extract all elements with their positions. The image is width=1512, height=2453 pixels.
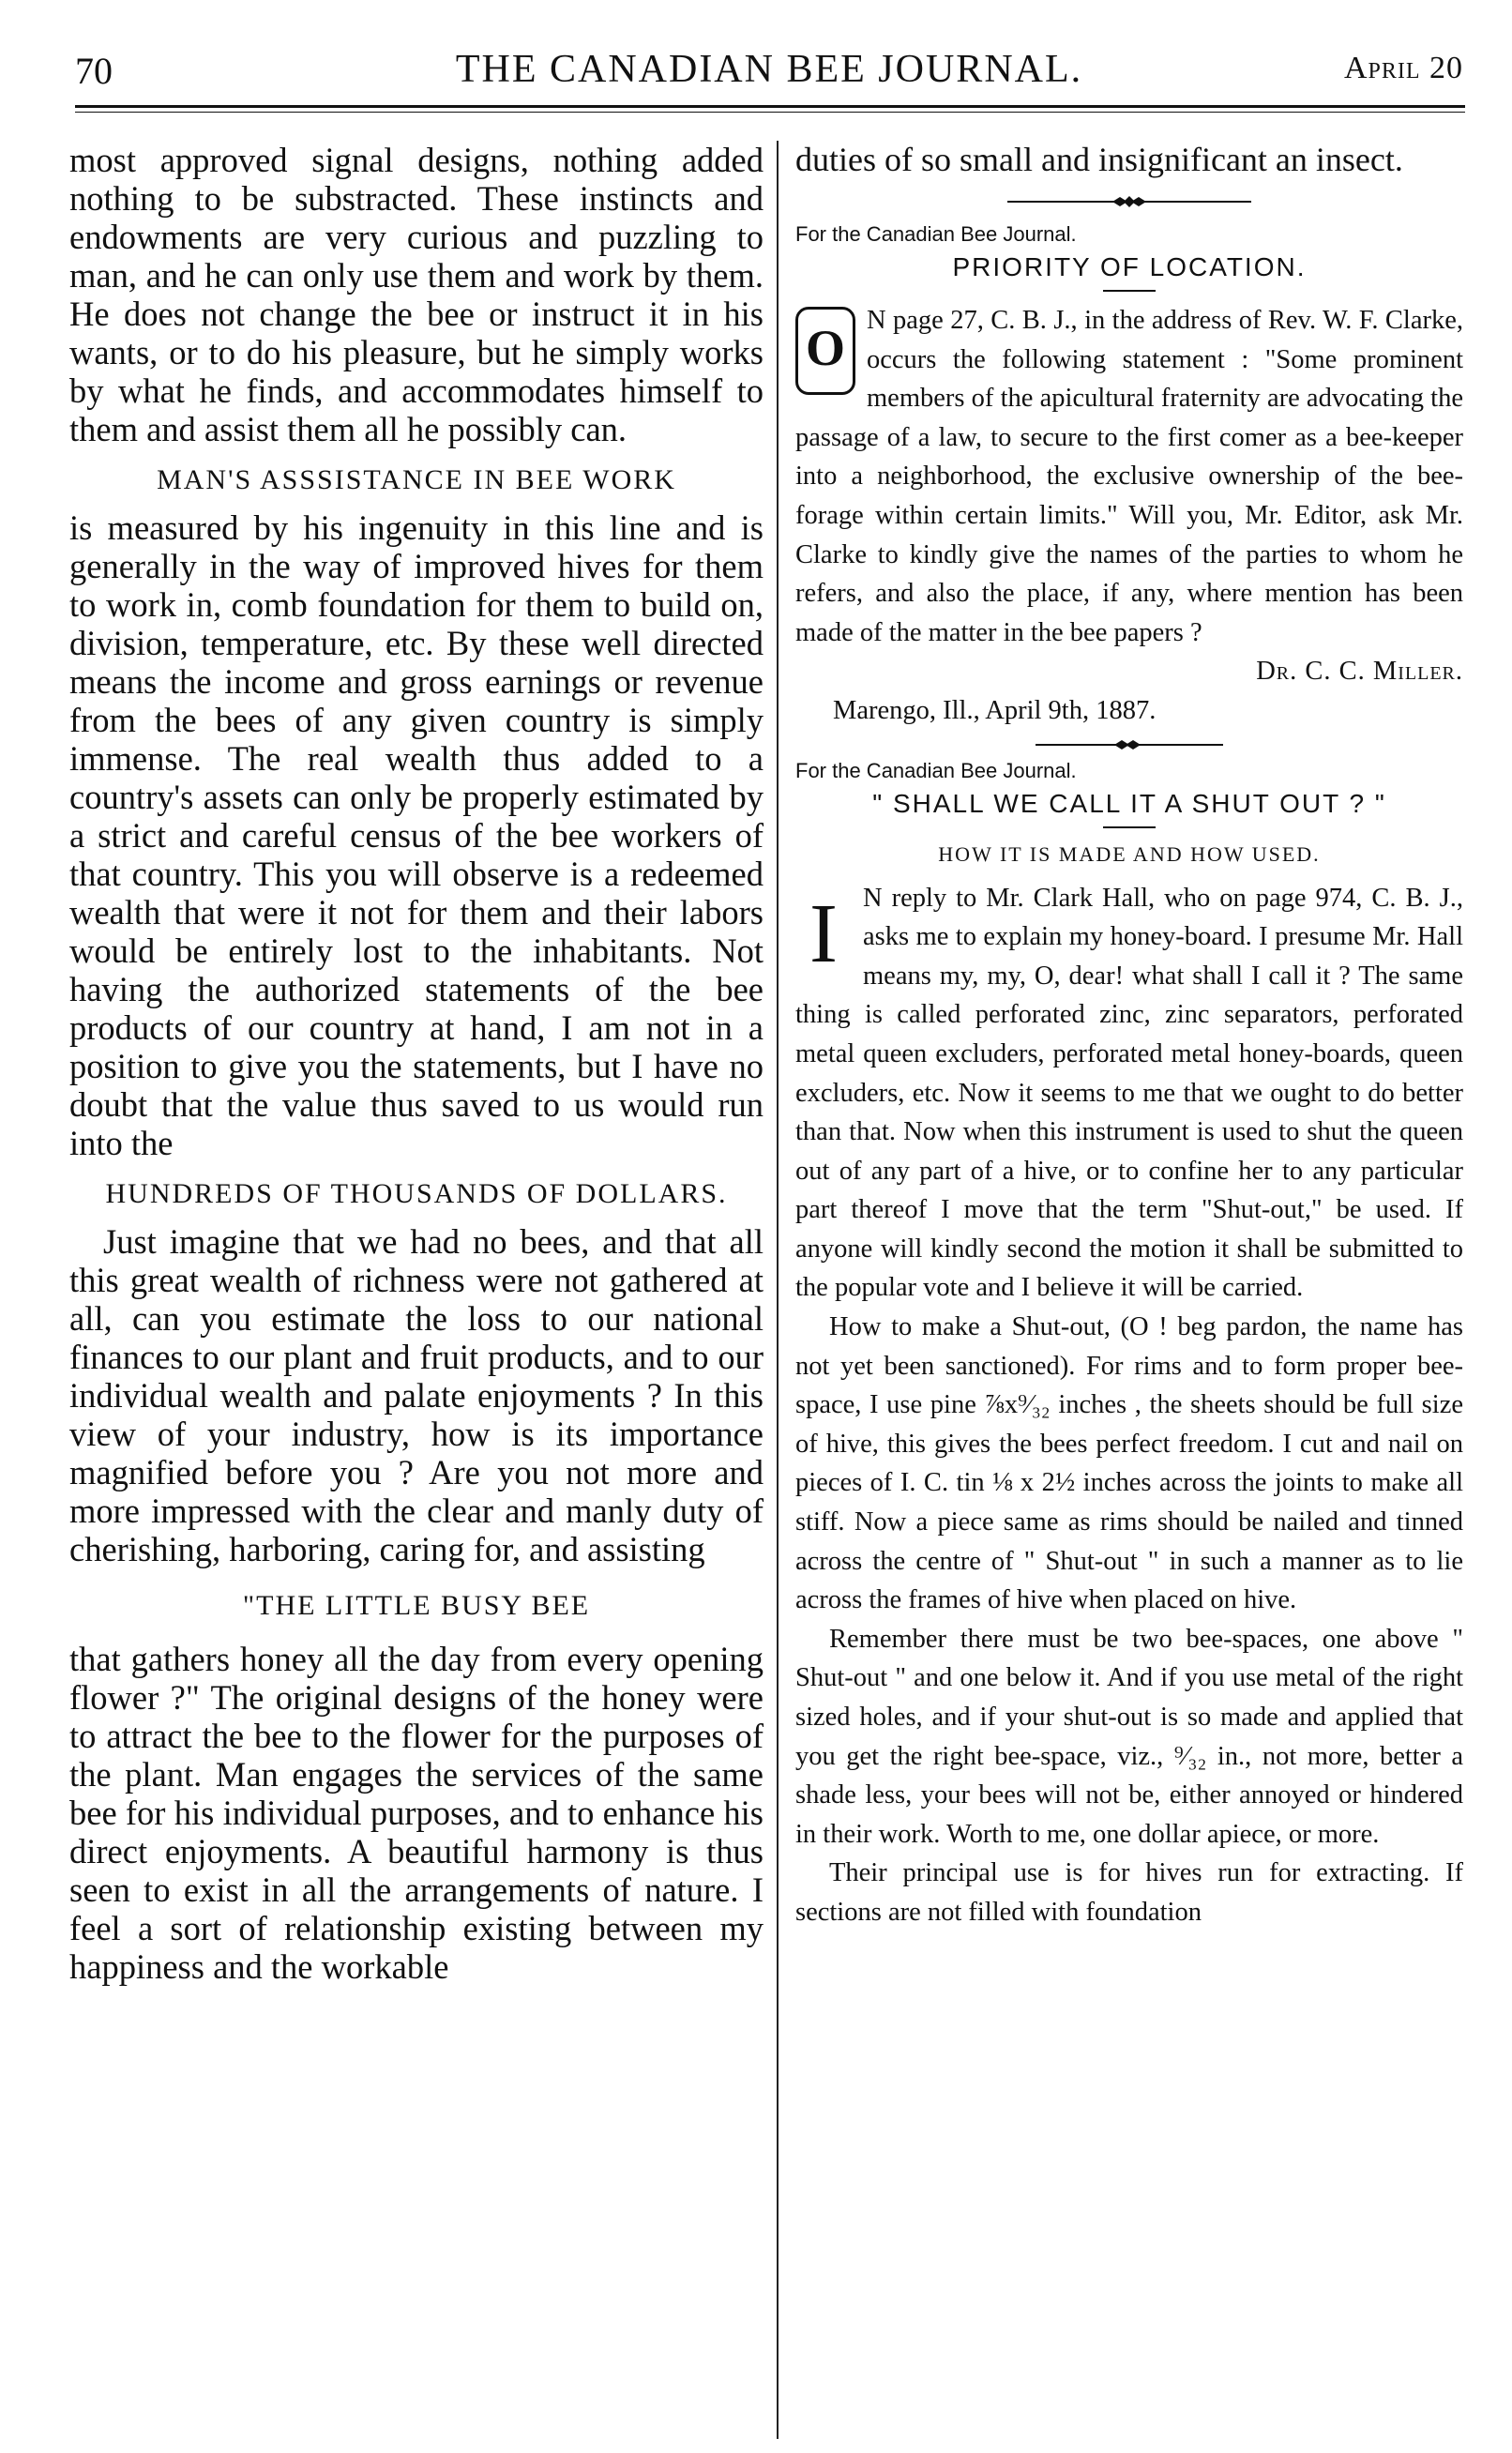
paragraph: that gathers honey all the day from every opening flower ?" The original designs of the honey were to attract the bee to the flower for the purposes of the plant. Man engages the services of the same bee for his individual purposes, and to enhance his direct enjoyments. A beautiful harmony is thus seen to exist in all the arrangements of nature. I feel a sort of relationship existing between my happiness and the workable xyxy=(69,1640,764,1986)
paragraph: is measured by his ingenuity in this line and is generally in the way of improved hives for them to work in, comb foundation for them to build on, division, temperature, etc. By these well directed means the income and gross earnings or revenue from the bees of any given country is simply immense. The real wealth thus added to a country's assets can only be properly estimated by a strict and careful census of the bee workers of that country. This you will observe is a redeemed wealth that were it not for them and their labors would be entirely lost to the inhabitants. Not having the authorized statements of the bee products of our country at hand, I am not in a position to give you the statements, but I have no doubt that the value thus saved to us would run into the xyxy=(69,508,764,1162)
drop-cap: I xyxy=(809,886,838,980)
article-body xyxy=(795,879,1463,1309)
article-subtitle: HOW IT IS MADE AND HOW USED. xyxy=(938,841,1321,866)
paragraph: duties of so small and insignificant an insect. xyxy=(795,141,1403,178)
left-column xyxy=(69,141,764,1986)
dateline: Marengo, Ill., April 9th, 1887. xyxy=(833,695,1157,725)
column-divider xyxy=(777,141,779,2439)
paragraph: most approved signal designs, nothing added nothing to be substracted. These instincts and endowments are very curious and puzzling to man, and he can only use them and work by them. He does not change the bee or instruct it in his wants, or to do his pleasure, but he simply works by what he finds, and accommodates himself to them and assist them all he possibly can. xyxy=(69,141,764,448)
title-rule xyxy=(1103,826,1156,828)
header-rule xyxy=(75,105,1465,108)
paragraph: N reply to Mr. Clark Hall, who on page 974, C. B. J., asks me to explain my honey-board. I presume Mr. Hall means my, my, O, dear! what shall I call it ? The same thing is called perforated zinc, zinc separators, perforated metal queen excluders, perforated metal honey-boards, queen excluders, etc. Now it seems to me that we ought to do better than that. Now when this instrument is used to shut the queen out of any part of a hive, or to confine her to any particular part thereof I move that the term "Shut-out," be used. If anyone will kindly second the motion it shall be submitted to the popular vote and I believe it will be carried. xyxy=(795,883,1463,1303)
paragraph: Their principal use is for hives run for extracting. If sections are not filled with foundation xyxy=(795,1858,1463,1927)
page-header xyxy=(75,45,1463,101)
paragraph: Just imagine that we had no bees, and that all this great wealth of richness were not gathered at all, can you estimate the loss to our national finances to our plant and fruit products, and to our individual wealth and palate enjoyments ? In this view of your industry, how is its importance magnified before you ? Are you not more and more impressed with the clear and manly duty of cherishing, harboring, caring for, and assisting xyxy=(69,1222,764,1568)
article-body xyxy=(795,301,1463,652)
drop-cap: O xyxy=(795,307,855,395)
section-heading: "THE LITTLE BUSY BEE xyxy=(242,1590,591,1621)
section-heading: HUNDREDS OF THOUSANDS OF DOLLARS. xyxy=(105,1178,728,1209)
article-source: For the Canadian Bee Journal. xyxy=(795,758,1077,782)
ornament-divider xyxy=(1036,738,1223,751)
paragraph: N page 27, C. B. J., in the address of Rev. W. F. Clarke, occurs the following statement : "Some prominent members of the apicultural fraternity are advocating the passage of a law, to secure to the first comer as a bee-keeper into a neighborhood, the exclusive ownership of the bee-forage within certain limits." Will you, Mr. Editor, ask Mr. Clarke to kindly give the names of the parties to whom he refers, and also the place, if any, where mention has been made of the matter in the bee papers ? xyxy=(795,306,1463,647)
article-source: For the Canadian Bee Journal. xyxy=(795,222,1077,246)
right-column xyxy=(795,141,1463,1932)
title-rule xyxy=(1103,290,1156,292)
signature: Dr. C. C. Miller. xyxy=(1256,657,1463,687)
section-heading: MAN'S ASSSISTANCE IN BEE WORK xyxy=(157,464,676,495)
article-title: " SHALL WE CALL IT A SHUT OUT ? " xyxy=(872,788,1386,818)
issue-date: April 20 xyxy=(1343,51,1463,85)
article-title: PRIORITY OF LOCATION. xyxy=(952,252,1307,281)
page-number: 70 xyxy=(75,50,113,92)
paragraph: Remember there must be two bee-spaces, one above " Shut-out " and one below it. And if you use metal of the right sized holes, and if your shut-out is so made and applied that you get the right bee-space, viz., ⁹⁄₃₂ in., not more, better a shade less, your bees will not be, either annoyed or hindered in their work. Worth to me, one dollar apiece, or more. xyxy=(795,1624,1463,1849)
ornament-divider xyxy=(1007,194,1251,209)
paragraph: How to make a Shut-out, (O ! beg pardon, the name has not yet been sanctioned). For rims and to form proper bee-space, I use pine ⅞x⁹⁄₃₂ inches , the sheets should be full size of hive, this gives the bees perfect freedom. I cut and nail on pieces of I. C. tin ⅛ x 2½ inches across the joints to make all stiff. Now a piece same as rims should be nailed and tinned across the centre of " Shut-out " in such a manner as to lie across the frames of hive when placed on hive. xyxy=(795,1312,1463,1615)
journal-title: THE CANADIAN BEE JOURNAL. xyxy=(455,48,1083,91)
header-rule-thin xyxy=(75,112,1465,113)
